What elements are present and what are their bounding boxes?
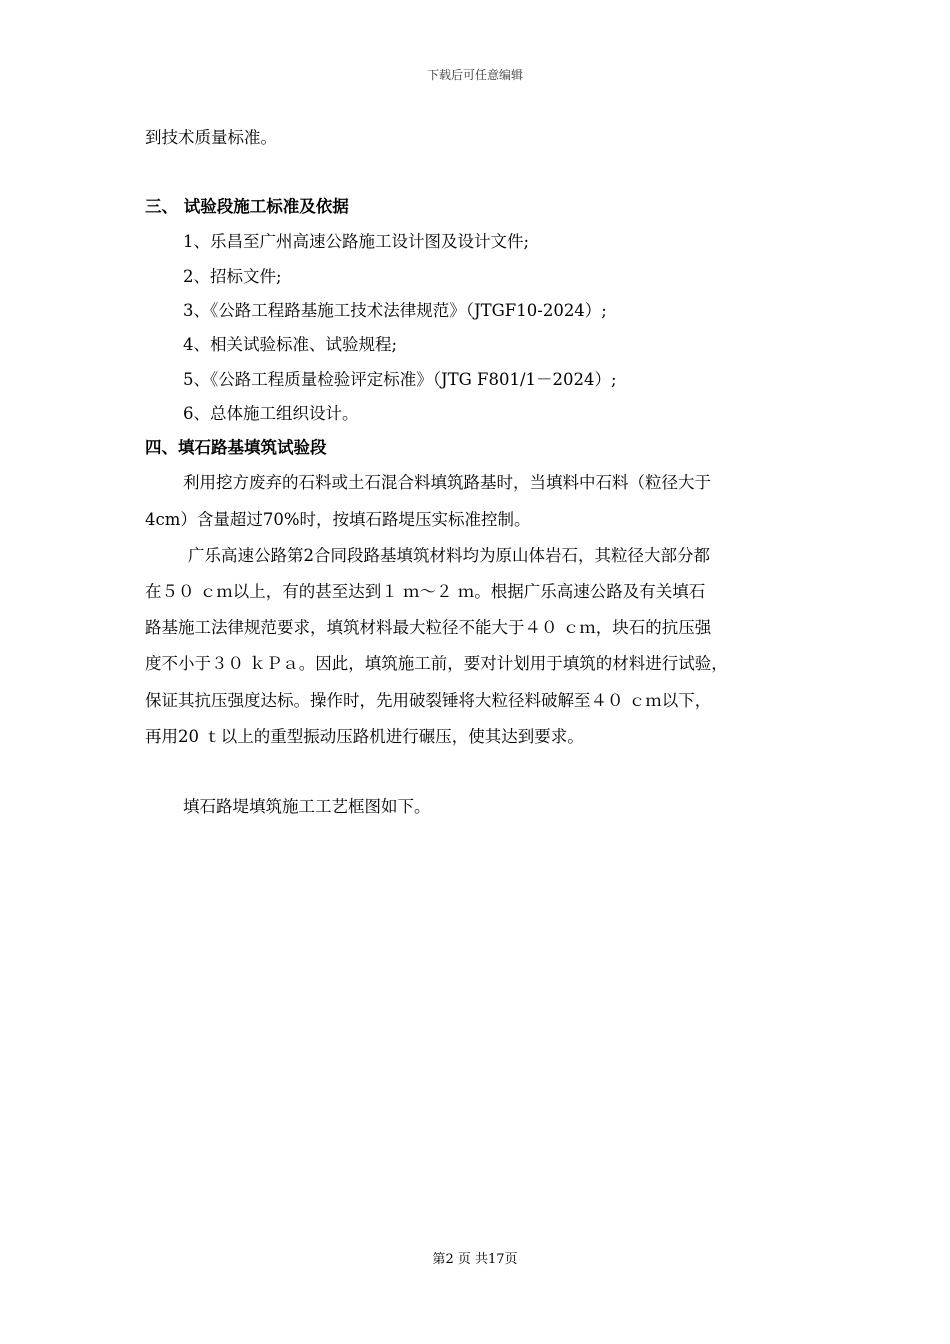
section-4-para2-line-3: 路基施工法律规范要求，填筑材料最大粒径不能大于４０ ｃｍ，块石的抗压强 xyxy=(145,618,712,637)
footer-label-post: 页 xyxy=(504,1252,518,1267)
section-4-para2-line-4: 度不小于３０ ｋＰａ。因此，填筑施工前，要对计划用于填筑的材料进行试验， xyxy=(145,654,728,673)
section-3-item-1: 1、乐昌至广州高速公路施工设计图及设计文件; xyxy=(183,232,530,251)
section-3-heading: 三、 试验段施工标准及依据 xyxy=(145,197,349,216)
section-4-para2-line-6: 再用20 ｔ以上的重型振动压路机进行碾压，使其达到要求。 xyxy=(145,727,584,746)
section-3-item-3: 3、《公路工程路基施工技术法律规范》（JTGF10-2024）; xyxy=(183,301,607,320)
footer-label-pre: 第 xyxy=(432,1252,446,1267)
section-3-item-2: 2、招标文件; xyxy=(183,267,282,286)
section-3-item-5: 5、《公路工程质量检验评定标准》（JTG F801/1－2024）; xyxy=(183,370,617,389)
page-header-note: 下载后可任意编辑 xyxy=(426,68,523,82)
section-4-para2-line-5: 保证其抗压强度达标。操作时，先用破裂锤将大粒径料破解至４０ ｃｍ以下， xyxy=(145,691,712,710)
footer-total-pages: 17 xyxy=(488,1252,505,1267)
section-3-item-6: 6、总体施工组织设计。 xyxy=(183,404,359,423)
continuation-line: 到技术质量标准。 xyxy=(145,128,277,147)
section-4-heading: 四、填石路基填筑试验段 xyxy=(145,438,327,457)
section-3-item-4: 4、相关试验标准、试验规程; xyxy=(183,335,398,354)
section-4-para1-line-2: 4cm）含量超过70%时，按填石路堤压实标准控制。 xyxy=(145,510,531,529)
section-4-para2-line-1: 广乐高速公路第2合同段路基填筑材料均为原山体岩石，其粒径大部分都 xyxy=(188,546,710,565)
section-4-para3: 填石路堤填筑施工工艺框图如下。 xyxy=(183,797,431,816)
footer-page-number: 2 xyxy=(445,1252,454,1267)
section-4-para2-line-2: 在５０ ｃｍ以上，有的甚至达到１ ｍ～２ ｍ。根据广乐高速公路及有关填石 xyxy=(145,582,706,601)
page-footer xyxy=(0,1248,950,1267)
footer-label-mid: 页 共 xyxy=(457,1252,488,1267)
section-4-para1-line-1: 利用挖方废弃的石料或土石混合料填筑路基时，当填料中石料（粒径大于 xyxy=(183,473,711,492)
